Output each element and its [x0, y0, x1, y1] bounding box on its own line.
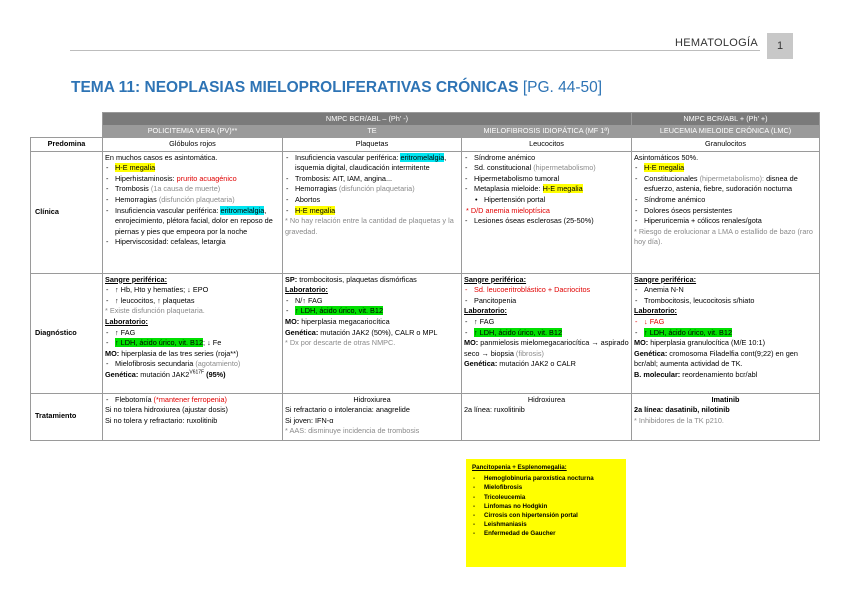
treat-head: Hidroxiurea: [353, 394, 391, 404]
diag-text: cromosoma Filadelfia cont(9;22) en gen bcr/abl; aumenta actividad de TK.: [634, 348, 798, 369]
diag-text: - Anemia N-N: [634, 285, 817, 296]
page-title: [71, 79, 602, 97]
treat-text: Si no tolera hidroxiurea (ajustar dosis): [105, 405, 228, 415]
clinica-text: - Síndrome anémico: [634, 195, 817, 206]
clinica-lmc: [632, 151, 820, 273]
tratamiento-lmc: [632, 393, 820, 440]
label: MO:: [285, 316, 300, 326]
label: MO:: [464, 338, 479, 348]
clinica-text: Hiperhistaminosis:: [115, 173, 175, 183]
box-item: - Enfermedad de Gaucher: [472, 529, 620, 538]
diag-text: panmielosis mielomegacariocítica → aspirado seco → biopsia: [464, 338, 629, 358]
diag-text: hiperplasia megacariocítica: [299, 316, 390, 326]
clinica-text: - Dolores óseos persistentes: [634, 206, 817, 217]
clinica-text: Insuficiencia vascular periférica:: [115, 205, 219, 215]
diagnostico-lmc: [632, 273, 820, 393]
pancytopenia-note-box: [466, 459, 626, 567]
label: Genética:: [285, 327, 319, 337]
group-bcr-abl-pos: NMPC BCR/ABL + (Ph’ +): [632, 113, 820, 126]
superscript: V617F: [189, 369, 205, 376]
note-text: * Inhibidores de la TK p210.: [634, 415, 724, 425]
clinica-mf: - Síndrome anémico - Sd. constitucional (hipermetabolismo) - Hipermetabolismo tumoral - Metaplasia mieloide: H-E megalia • Hipertensión portal * D/D anemia mieloptísica - Lesiones óseas esclerosas (25-50%): [462, 151, 632, 273]
note-text: * Riesgo de erolucionar a LMA o estallido de bazo (raro hoy día).: [634, 226, 813, 247]
clinica-text: Hemorragias: [295, 184, 337, 194]
diag-text: hiperplasia de las tres series (roja**): [119, 348, 239, 358]
clinica-text: - Hiperuricemia + cólicos renales/gota: [634, 216, 817, 227]
red-text: D/D anemia mieloptísica: [470, 205, 550, 215]
clinica-text: Hemorragias: [115, 194, 157, 204]
diag-text: - N/↑ FAG: [285, 296, 459, 307]
highlight: H-E megalia: [542, 184, 583, 194]
title-pages: [PG. 44-50]: [522, 79, 603, 96]
note-text: (agotamiento): [195, 359, 241, 369]
note-text: * Existe disfunción plaquetaria.: [105, 306, 205, 316]
diag-text: - ↑ FAG: [464, 317, 629, 328]
treat-text: Si joven: IFN-α: [285, 415, 334, 425]
group-bcr-abl-neg: NMPC BCR/ABL – (Ph’ -): [103, 113, 632, 126]
note-text: (hipermetabolismo): [533, 163, 596, 173]
treat-text: 2a línea: ruxolitinib: [464, 405, 525, 415]
note-text: (hipermetabolismo):: [699, 173, 765, 183]
page-number: 1: [767, 33, 793, 59]
clinica-text: , isquemia digital, claudicación intermitente: [295, 152, 447, 173]
clinica-text: - Hipermetabolismo tumoral: [464, 174, 629, 185]
diag-text: - ↑ Hb, Hto y hematíes; ↓ EPO: [105, 285, 280, 296]
treat-text: Flebotomía: [115, 394, 152, 404]
tratamiento-pv: [103, 393, 283, 440]
box-item: - Mielofibrosis: [472, 483, 620, 492]
clinica-text: Metaplasia mieloide:: [474, 184, 541, 194]
tratamiento-te: [283, 393, 462, 440]
box-title: Pancitopenia + Esplenomegalia:: [472, 464, 567, 471]
label: Genética:: [634, 348, 668, 358]
red-text: (*mantener ferropenia): [153, 394, 227, 404]
clinica-text: - Hiperviscosidad: cefaleas, letargia: [105, 237, 280, 248]
clinica-te: [283, 151, 462, 273]
clinica-pv: [103, 151, 283, 273]
note-text: * AAS: disminuye incidencia de trombosis: [285, 426, 420, 436]
diag-text: Mielofibrosis secundaria: [115, 359, 194, 369]
treat-head: Hidroxiurea: [527, 394, 566, 404]
subheading: Sangre periférica:: [464, 274, 527, 284]
clinica-text: - Síndrome anémico: [464, 153, 629, 164]
subheading: Laboratorio:: [464, 306, 507, 316]
highlight: ↑ LDH, ácido úrico, vit. B12: [295, 306, 384, 316]
highlight: eritromelalgia: [400, 152, 445, 162]
clinica-text: Insuficiencia vascular periférica:: [295, 152, 399, 162]
note-text: * Dx por descarte de otras NMPC.: [285, 338, 396, 348]
treat-head: Imatinib: [711, 394, 740, 404]
highlight: ↑ LDH, ácido úrico, vit. B12: [474, 327, 563, 337]
subheading: Laboratorio:: [105, 316, 148, 326]
diag-text: hiperplasia granulocítica (M/E 10:1): [648, 338, 766, 348]
label: B. molecular:: [634, 369, 681, 379]
note-text: * No hay relación entre la cantidad de plaquetas y la gravedad.: [285, 216, 454, 236]
diag-text: mutación JAK2 o CALR: [497, 359, 576, 369]
box-item: - Tricoleucemia: [472, 493, 620, 502]
predomina-pv: Glóbulos rojos: [103, 138, 283, 152]
note-text: (1a causa de muerte): [150, 184, 221, 194]
diag-text: - ↑ FAG: [105, 328, 280, 339]
section-header: HEMATOLOGÍA: [675, 37, 758, 49]
highlight: ↑ LDH, ácido úrico, vit. B12: [644, 327, 733, 337]
clinica-text: , enrojecimiento, plétora facial, dolor en reposo de piernas y pies que empeora por la noche: [115, 205, 273, 236]
highlight: H-E megalia: [115, 163, 156, 173]
treat-text: Si refractario o intolerancia: anagrelide: [285, 405, 410, 415]
label: Genética:: [464, 359, 498, 369]
row-label-predomina: Predomina: [31, 138, 103, 152]
diag-text: - Trombocitosis, leucocitosis s/hiato: [634, 296, 817, 307]
predomina-lmc: Granulocitos: [632, 138, 820, 152]
clinica-text: disnea de esfuerzo, astenia, fiebre, sudoración nocturna: [644, 173, 798, 194]
col-header-lmc: LEUCEMIA MIELOIDE CRÓNICA (LMC): [632, 126, 820, 138]
highlight: H-E megalia: [644, 163, 685, 173]
clinica-pv-intro: En muchos casos es asintomática.: [105, 152, 218, 162]
box-item: - Leishmaniasis: [472, 520, 620, 529]
diag-text: - ↑ leucocitos, ↑ plaquetas: [105, 296, 280, 307]
subheading: Sangre periférica:: [634, 274, 697, 284]
treat-text: Si no tolera y refractario: ruxolitinib: [105, 415, 218, 425]
diag-text: trombocitosis, plaquetas dismórficas: [297, 274, 417, 284]
clinica-text: Trombosis: [115, 184, 149, 194]
clinica-text: - Trombosis: AIT, IAM, angina...: [285, 174, 459, 185]
diag-text: mutación JAK2 (50%), CALR o MPL: [318, 327, 438, 337]
diag-text: (95%): [204, 369, 226, 379]
box-item: - Linfomas no Hodgkin: [472, 502, 620, 511]
highlight: eritromelalgia: [220, 205, 265, 215]
note-text: (fibrosis): [515, 348, 544, 358]
subheading: Laboratorio:: [634, 306, 677, 316]
predomina-te: Plaquetas: [283, 138, 462, 152]
clinica-text: Constitucionales: [644, 173, 698, 183]
diag-text: - Pancitopenia: [464, 296, 629, 307]
title-main: TEMA 11: NEOPLASIAS MIELOPROLIFERATIVAS CRÓNICAS: [71, 79, 519, 96]
note-text: (disfunción plaquetaria): [338, 184, 415, 194]
clinica-text: - Abortos: [285, 195, 459, 206]
highlight: H-E megalia: [295, 205, 336, 215]
col-header-mf: MIELOFIBROSIS IDIOPÁTICA (MF 1ª): [462, 126, 632, 138]
clinica-text: - Lesiones óseas esclerosas (25-50%): [464, 216, 629, 227]
clinica-text: • Hipertensión portal: [464, 195, 629, 206]
label: MO:: [105, 348, 120, 358]
header-divider: [70, 50, 760, 51]
highlight: ↑ LDH, ácido úrico, vit. B12: [115, 338, 204, 348]
red-text: - Sd. leucoeritroblástico + Dacriocitos: [464, 285, 629, 296]
treat-text: 2a línea: dasatinib, nilotinib: [634, 405, 730, 415]
label: Genética:: [105, 369, 139, 379]
summary-table: [30, 112, 820, 441]
subheading: Laboratorio:: [285, 285, 328, 295]
predomina-mf: Leucocitos: [462, 138, 632, 152]
row-label-clinica: Clínica: [31, 151, 103, 273]
clinica-text: Sd. constitucional: [474, 163, 532, 173]
note-text: (disfunción plaquetaria): [158, 194, 235, 204]
clinica-lmc-intro: Asintomáticos 50%.: [634, 152, 699, 162]
red-text: prurito acuagénico: [176, 173, 237, 183]
label: SP:: [285, 274, 298, 284]
diag-text: ; ↓ Fe: [203, 338, 222, 348]
row-label-diagnostico: Diagnóstico: [31, 273, 103, 393]
diag-text: mutación JAK2: [138, 369, 190, 379]
tratamiento-mf: [462, 393, 632, 440]
col-header-te: TE: [283, 126, 462, 138]
label: MO:: [634, 338, 649, 348]
diagnostico-te: [283, 273, 462, 393]
diag-text: reordenamiento bcr/abl: [680, 369, 758, 379]
diagnostico-pv: [103, 273, 283, 393]
red-text: - ↓ FAG: [634, 317, 817, 328]
box-item: - Cirrosis con hipertensión portal: [472, 511, 620, 520]
box-item: - Hemoglobinuria paroxística nocturna: [472, 474, 620, 483]
diagnostico-mf: [462, 273, 632, 393]
row-label-tratamiento: Tratamiento: [31, 393, 103, 440]
col-header-pv: POLICITEMIA VERA (PV)**: [103, 126, 283, 138]
subheading: Sangre periférica:: [105, 274, 168, 284]
